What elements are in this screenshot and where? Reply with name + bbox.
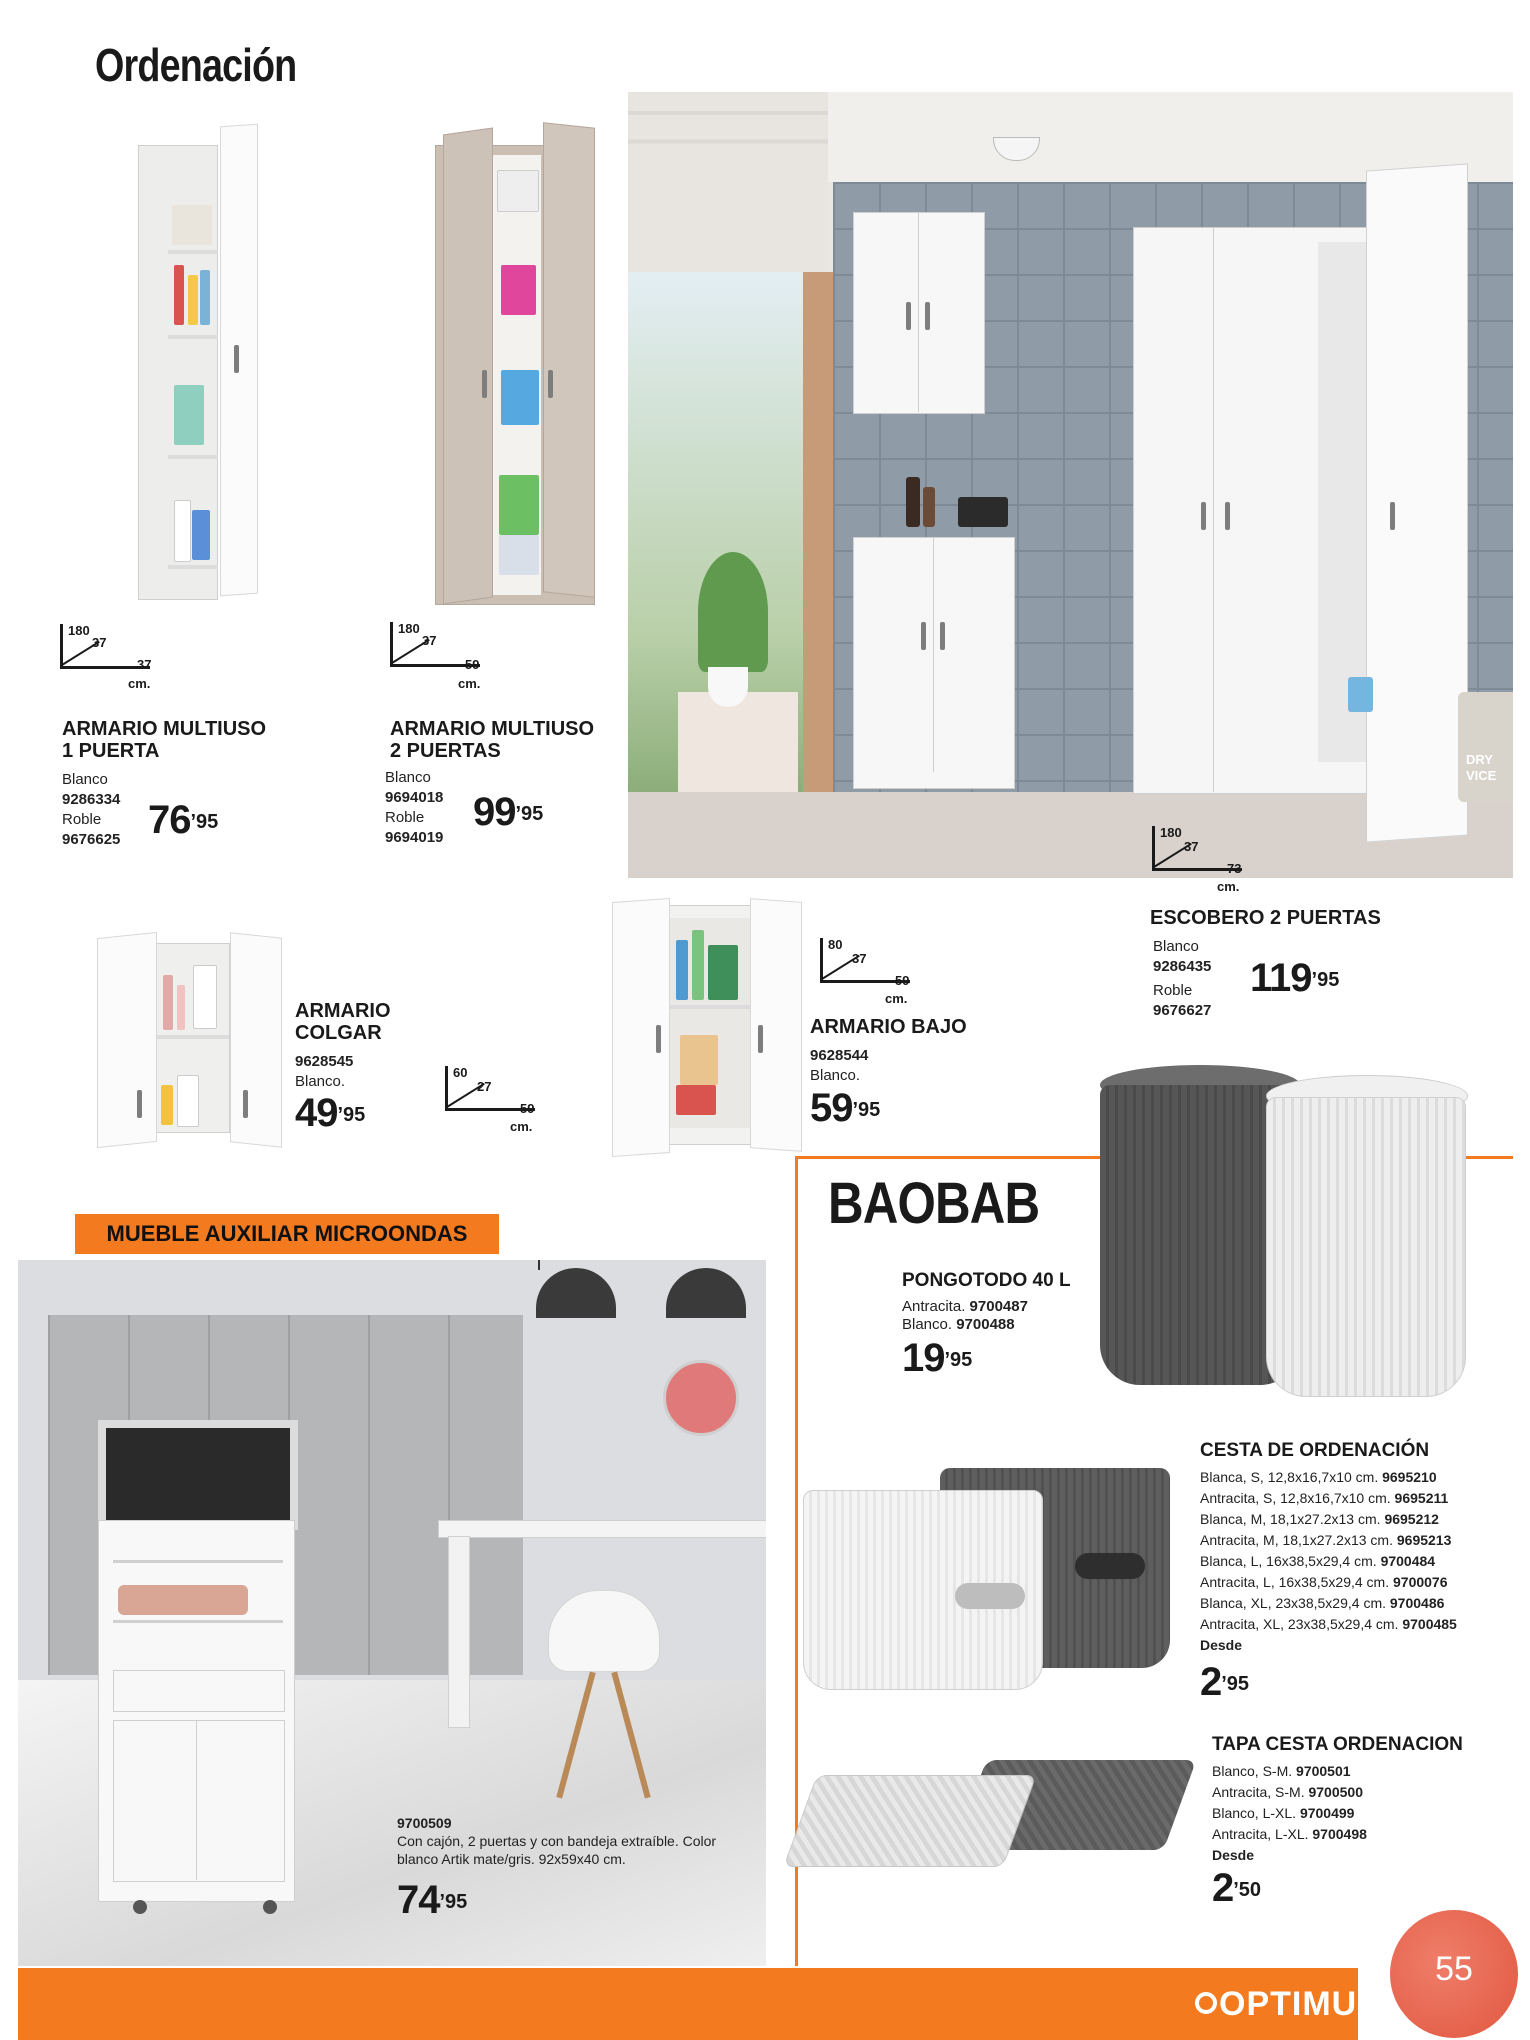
cesta-price: $2^{’95}$ [1200, 1660, 1250, 1704]
microondas-tag: MUEBLE AUXILIAR MICROONDAS [75, 1214, 499, 1254]
armario-colgar-name: ARMARIO COLGAR [295, 1000, 391, 1044]
page-number: 55 [1435, 1950, 1473, 1988]
escobero-name: ESCOBERO 2 PUERTAS [1150, 907, 1381, 929]
tapa-name: TAPA CESTA ORDENACION [1212, 1734, 1463, 1755]
armario-2p-price: $99^{’95}$ [473, 790, 544, 834]
armario-2p-name: ARMARIO MULTIUSO 2 PUERTAS [390, 718, 595, 762]
escobero-price: $119^{’95}$ [1250, 956, 1340, 1000]
pongotodo-name: PONGOTODO 40 L [902, 1270, 1071, 1291]
tapa-price: $2^{’50}$ [1212, 1866, 1262, 1910]
tapa-image [780, 1760, 1210, 1870]
microondas-price: $74^{’95}$ [397, 1878, 468, 1922]
armario-bajo-name: ARMARIO BAJO [810, 1016, 967, 1038]
pongotodo-image [1100, 1055, 1515, 1395]
armario-bajo-image [612, 900, 802, 1160]
armario-1p-price: $76^{’95}$ [148, 798, 219, 842]
armario-colgar-details: 9628545 Blanco. [295, 1053, 354, 1090]
pongotodo-price: $19^{’95}$ [902, 1336, 973, 1380]
armario-bajo-details: 9628544 Blanco. [810, 1047, 869, 1084]
footer-brand: OPTIMUS [1195, 1985, 1381, 2024]
armario-2p-variants: Blanco 9694018 Roble 9694019 [385, 769, 444, 846]
microondas-details: 9700509 Con cajón, 2 puertas y con bandeja extraíble. Color blanco Artik mate/gris. 92x59x40 cm. [397, 1815, 717, 1867]
escobero-variants: Blanco 9286435 Roble 9676627 [1153, 938, 1212, 1019]
footer-bar [18, 1968, 1358, 2040]
tapa-variants: Blanco, S-M. 9700501 Antracita, S-M. 9700500 Blanco, L-XL. 9700499 Antracita, L-XL. 9700498 Desde [1212, 1763, 1367, 1863]
armario-1p-image [130, 125, 260, 605]
cesta-variants: Blanca, S, 12,8x16,7x10 cm. 9695210 Antracita, S, 12,8x16,7x10 cm. 9695211 Blanca, M, 18,1x27.2x13 cm. 9695212 Antracita, M, 18,1x27.2x13 cm. 9695213 Blanca, L, 16x38,5x29,4 cm. 9700484 Antracita, L, 16x38,5x29,4 cm. 9700076 Blanca, XL, 23x38,5x29,4 cm. 9700486 Antracita, XL, 23x38,5x29,4 cm. 9700485 Desde [1200, 1469, 1457, 1653]
laundry-room-photo [628, 92, 1513, 878]
optimus-logo-icon [1195, 1992, 1217, 2014]
page-title: Ordenación [95, 39, 297, 91]
armario-1p-variants: Blanco 9286334 Roble 9676625 [62, 771, 121, 848]
pongotodo-variants: Antracita. 9700487 Blanco. 9700488 [902, 1298, 1028, 1333]
cesta-name: CESTA DE ORDENACIÓN [1200, 1440, 1430, 1461]
armario-2p-image [435, 125, 610, 615]
cesta-image [795, 1468, 1175, 1698]
armario-colgar-image [95, 935, 285, 1145]
armario-colgar-price: $49^{’95}$ [295, 1091, 366, 1135]
laundry-bag-print: DRY VICE [1466, 752, 1497, 783]
armario-bajo-price: $59^{’95}$ [810, 1086, 881, 1130]
armario-1p-name: ARMARIO MULTIUSO 1 PUERTA [62, 718, 267, 762]
baobab-brand: BAOBAB [828, 1171, 1040, 1236]
